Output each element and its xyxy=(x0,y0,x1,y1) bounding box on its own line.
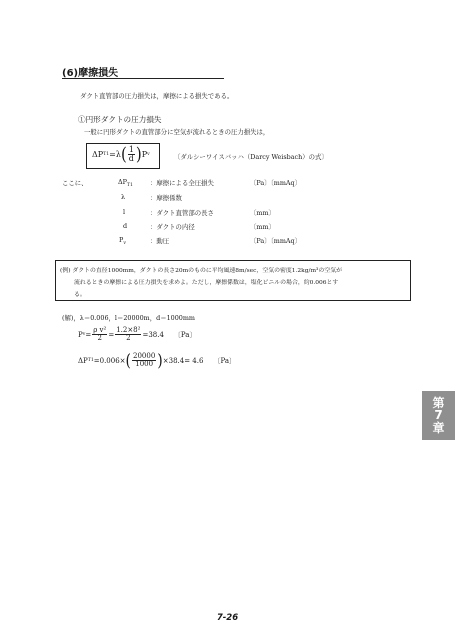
definition-unit: 〔Pa〕〔mmAq〕 xyxy=(250,179,302,187)
dp-mid: =0.006× xyxy=(93,356,126,365)
definition-unit: 〔mm〕 xyxy=(250,209,275,217)
definitions-prefix: ここに、 xyxy=(62,179,88,187)
formula-lhs: ΔP xyxy=(92,150,104,160)
chapter-tab-line-1: 第 xyxy=(432,395,445,410)
chapter-tab-line-3: 章 xyxy=(432,420,445,435)
example-line-3: る。 xyxy=(74,292,86,298)
definition-description: ：動圧 xyxy=(150,237,170,245)
section-title-underline xyxy=(62,78,224,79)
pv-fraction-2 xyxy=(115,327,141,342)
pv-fraction-2-numerator: 1.2×8² xyxy=(116,326,141,334)
chapter-tab-line-2: 7 xyxy=(434,408,443,423)
definition-description: ：摩擦による全圧損失 xyxy=(150,179,214,187)
definition-description: ：摩擦係数 xyxy=(150,194,182,202)
definition-symbol: l xyxy=(123,208,126,216)
solution-given: (解)，λ＝0.006，l＝20000m，d＝1000mm xyxy=(62,314,195,322)
definition-description: ：ダクトの内径 xyxy=(150,223,195,231)
intro-paragraph: ダクト直管部の圧力損失は，摩擦による損失である。 xyxy=(80,92,234,100)
formula-fraction-numerator: 1 xyxy=(128,145,134,154)
dp-lhs-subscript: T1 xyxy=(87,358,94,364)
dp-fraction-denominator: 1000 xyxy=(135,360,154,368)
pressure-loss-equation xyxy=(78,351,237,371)
definition-description: ：ダクト直管部の長さ xyxy=(150,209,214,217)
pv-equals-2: = xyxy=(108,330,115,339)
pv-lhs-subscript: v xyxy=(82,332,86,338)
formula-rhs: P xyxy=(141,150,148,160)
dp-fraction-numerator: 20000 xyxy=(133,352,156,360)
left-paren: ( xyxy=(120,143,127,165)
definition-symbol: λ xyxy=(121,193,126,201)
right-paren: ) xyxy=(157,351,163,371)
formula-lhs-subscript: T1 xyxy=(103,152,110,158)
example-line-1: (例) ダクトの直径1000mm，ダクトの長さ20mのものに平均風速8m/sec，空気の密度1.2kg/m³の空気が xyxy=(60,268,342,274)
chapter-tab xyxy=(422,391,455,440)
pv-result: =38.4 xyxy=(142,330,164,339)
pv-lhs: P xyxy=(78,330,83,339)
definition-symbol: d xyxy=(123,222,128,230)
subsection-heading: ①円形ダクトの圧力損失 xyxy=(78,115,162,124)
dp-lhs: ΔP xyxy=(78,356,88,365)
dp-fraction xyxy=(132,353,156,368)
dp-unit: 〔Pa〕 xyxy=(213,356,237,365)
formula-fraction xyxy=(128,146,135,163)
formula-equals-lambda: =λ xyxy=(109,150,121,160)
pv-fraction-1 xyxy=(92,327,107,342)
example-line-2: 流れるときの摩擦による圧力損失を求めよ。ただし，摩擦係数は，塩化ビニルの場合，約0.006とす xyxy=(74,280,339,286)
formula-rhs-subscript: v xyxy=(147,152,150,158)
right-paren: ) xyxy=(135,143,142,165)
definition-unit: 〔mm〕 xyxy=(250,223,275,231)
formula-caption: 〔ダルシーワイスバッハ（Darcy Weisbach）の式〕 xyxy=(174,153,328,161)
pv-unit: 〔Pa〕 xyxy=(173,330,197,339)
pv-fraction-1-denominator: 2 xyxy=(97,334,102,342)
subsection-description: 一般に円形ダクトの直管部分に空気が流れるときの圧力損失は， xyxy=(84,128,270,136)
dp-result: ×38.4= 4.6 xyxy=(162,356,204,365)
dynamic-pressure-equation xyxy=(78,327,196,342)
pv-fraction-2-denominator: 2 xyxy=(126,334,131,342)
formula-fraction-denominator: d xyxy=(128,154,134,163)
darcy-formula xyxy=(92,143,150,165)
definition-symbol: $\Delta P_{T1}$ xyxy=(118,178,133,188)
pv-equals-1: = xyxy=(85,330,92,339)
definition-symbol: $P_v$ xyxy=(119,236,126,246)
section-title: (6)摩擦損失 xyxy=(62,68,119,79)
definition-unit: 〔Pa〕〔mmAq〕 xyxy=(250,237,302,245)
page-number: 7-26 xyxy=(216,613,239,623)
left-paren: ( xyxy=(125,351,132,371)
pv-fraction-1-numerator: ρ v² xyxy=(93,326,107,334)
